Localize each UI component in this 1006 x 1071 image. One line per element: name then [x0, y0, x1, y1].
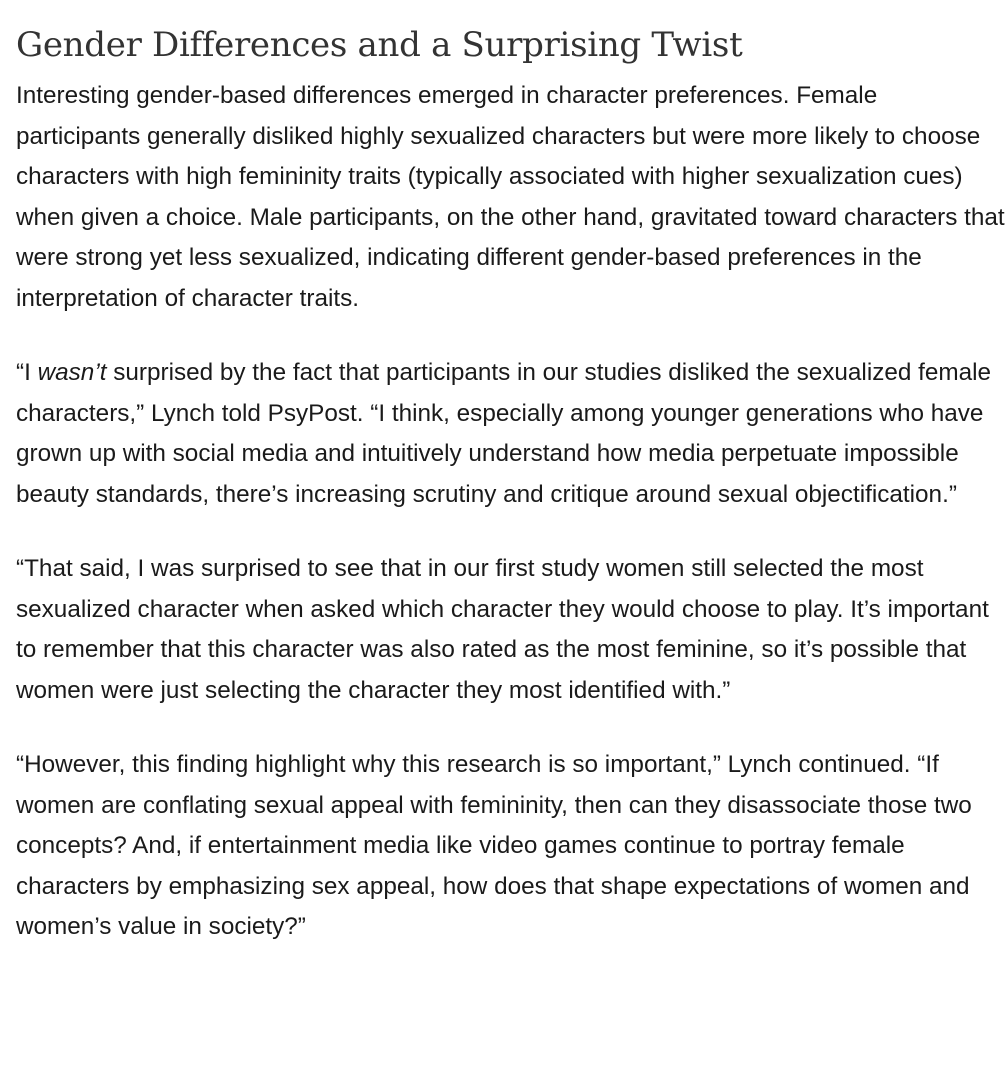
paragraph-lynch-quote-importance: “However, this finding highlight why this research is so important,” Lynch continued. “If women are conflating sexual appeal with femininity, then can they disassociate those two concepts? And, if entertainment media like video games continue to portray female characters by emphasizing sex appeal, how does that shape expectations of women and women’s value in society?”: [16, 751, 972, 940]
emphasis-wasnt: wasn’t: [37, 359, 107, 386]
article-body: [16, 22, 1006, 982]
paragraph-gender-differences: Interesting gender-based differences emerged in character preferences. Female participants generally disliked highly sexualized characters but were more likely to choose characters with high femininity traits (typically associated with higher sexualization cues) when given a choice. Male participants, on the other hand, gravitated toward characters that were strong yet less sexualized, indicating different gender-based preferences in the interpretation of character traits.: [16, 82, 1005, 312]
paragraph-lynch-quote-first-study: “That said, I was surprised to see that in our first study women still selected the most sexualized character when asked which character they would choose to play. It’s important to remember that this character was also rated as the most feminine, so it’s possible that women were just selecting the character they most identified with.”: [16, 555, 989, 704]
paragraph-lynch-quote-surprise: [16, 353, 1006, 515]
section-heading: Gender Differences and a Surprising Twist: [16, 25, 743, 65]
quote-text-start: “I: [16, 359, 38, 386]
quote-text-rest: surprised by the fact that participants in our studies disliked the sexualized female characters,” Lynch told PsyPost. “I think, especially among younger generations who have grown up with social media and intuitively understand how media perpetuate impossible beauty standards, there’s increasing scrutiny and critique around sexual objectification.”: [16, 359, 992, 508]
